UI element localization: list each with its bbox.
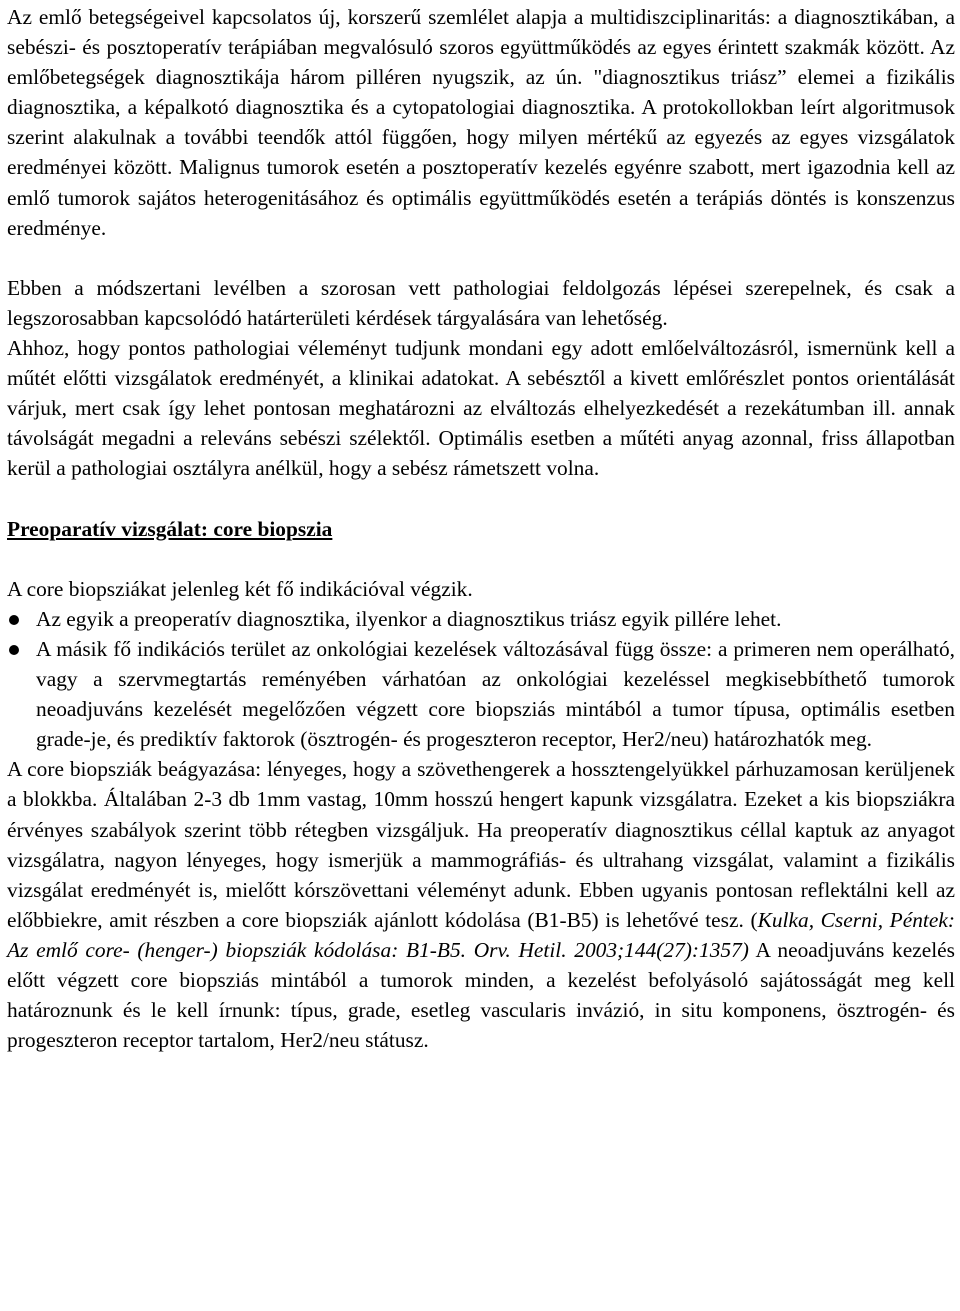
document-page bbox=[7, 2, 955, 1055]
indication-list bbox=[7, 604, 955, 754]
list-item bbox=[7, 634, 955, 754]
spacer bbox=[7, 544, 955, 574]
section-intro: A core biopsziákat jelenleg két fő indikációval végzik. bbox=[7, 576, 473, 601]
embedding-text: A core biopsziák beágyazása: lényeges, hogy a szövethengerek a hossztengelyükkel párhuzamosan kerüljenek a blokkba. Általában 2-3 db 1mm vastag, 10mm hosszú hengert kapunk vizsgálatra. Ezeket a kis biopsziákra érvényes szabályok szerint több rétegben vizsgáljuk. Ha preoperatív diagnosztikus céllal kaptuk az anyagot vizsgálatra, nagyon lényeges, hogy ismerjük a mammográfiás- és ultrahang vizsgálat, valamint a fizikális vizsgálat eredményét is, mielőtt kórszövettani véleményt adunk. Ebben ugyanis pontosan reflektálni kell az előbbiekre, amit részben a core biopsziák ajánlott kódolása (B1-B5) is lehetővé tesz. ( bbox=[7, 757, 955, 932]
neoadjuvant-text: A neoadjuváns kezelés előtt végzett core biopsziás mintából a tumorok minden, a kezelést befolyásoló sajátosságát meg kell határoznunk és le kell írnunk: típus, grade, esetleg vascularis invázió, in situ komponens, ösztrogén- és progeszteron receptor tartalom, Her2/neu státusz. bbox=[7, 937, 955, 1053]
embedding-paragraph bbox=[7, 754, 955, 1055]
list-item-text: A másik fő indikációs terület az onkológiai kezelések változásával függ össze: a primeren nem operálható, vagy a szervmegtartás reményében várhatóan az onkológiai kezeléssel megkisebbíthető tumorok neoadjuváns kezelését megelőzően végzett core biopsziás mintából a tumor típusa, optimális esetben grade-je, és prediktív faktorok (ösztrogén- és progeszteron receptor, Her2/neu) határozhatók meg. bbox=[36, 636, 955, 752]
bullet-icon bbox=[9, 615, 19, 625]
spacer bbox=[7, 484, 955, 514]
clinical-data-paragraph: Ahhoz, hogy pontos pathologiai véleményt tudjunk mondani egy adott emlőelváltozásról, ismernünk kell a műtét előtti vizsgálatok eredményét, a klinikai adatokat. A sebésztől a kivett emlőrészlet pontos orientálását várjuk, mert csak így lehet pontosan meghatározni az elváltozás elhelyezkedését a rezekátumban ill. annak távolságát megadni a releváns sebészi szélektől. Optimális esetben a műtéti anyag azonnal, friss állapotban kerül a pathologiai osztályra anélkül, hogy a sebész rámetszett volna. bbox=[7, 336, 955, 481]
spacer bbox=[7, 243, 955, 273]
intro-paragraph: Az emlő betegségeivel kapcsolatos új, korszerű szemlélet alapja a multidiszciplinaritás: a diagnosztikában, a sebészi- és posztoperatív terápiában megvalósuló szoros együttműködés az egyes érintett szakmák között. Az emlőbetegségek diagnosztikája három pilléren nyugszik, az ún. "diagnosztikus triász” elemei a fizikális diagnosztika, a képalkotó diagnosztika és a cytopatologiai diagnosztika. A protokollokban leírt algoritmusok szerint alakulnak a további teendők attól függően, hogy milyen mértékű az egyezés az egyes vizsgálatok eredményei között. Malignus tumorok esetén a posztoperatív kezelés egyénre szabott, mert igazodnia kell az emlő tumorok sajátos heterogenitásához és optimális együttműködés esetén a terápiás döntés is konszenzus eredménye. bbox=[7, 5, 955, 240]
list-item bbox=[7, 604, 955, 634]
section-heading: Preoparatív vizsgálat: core biopszia bbox=[7, 516, 333, 541]
bullet-icon bbox=[9, 645, 19, 655]
scope-paragraph: Ebben a módszertani levélben a szorosan vett pathologiai feldolgozás lépései szerepelnek, és csak a legszorosabban kapcsolódó határterületi kérdések tárgyalására van lehetőség. bbox=[7, 275, 955, 330]
list-item-text: Az egyik a preoperatív diagnosztika, ilyenkor a diagnosztikus triász egyik pillére lehet. bbox=[36, 606, 782, 631]
citation: Kulka, Cserni, Péntek: Az emlő core- (henger-) biopsziák kódolása: B1-B5. Orv. Hetil. 2003;144(27):1357) bbox=[7, 907, 955, 962]
